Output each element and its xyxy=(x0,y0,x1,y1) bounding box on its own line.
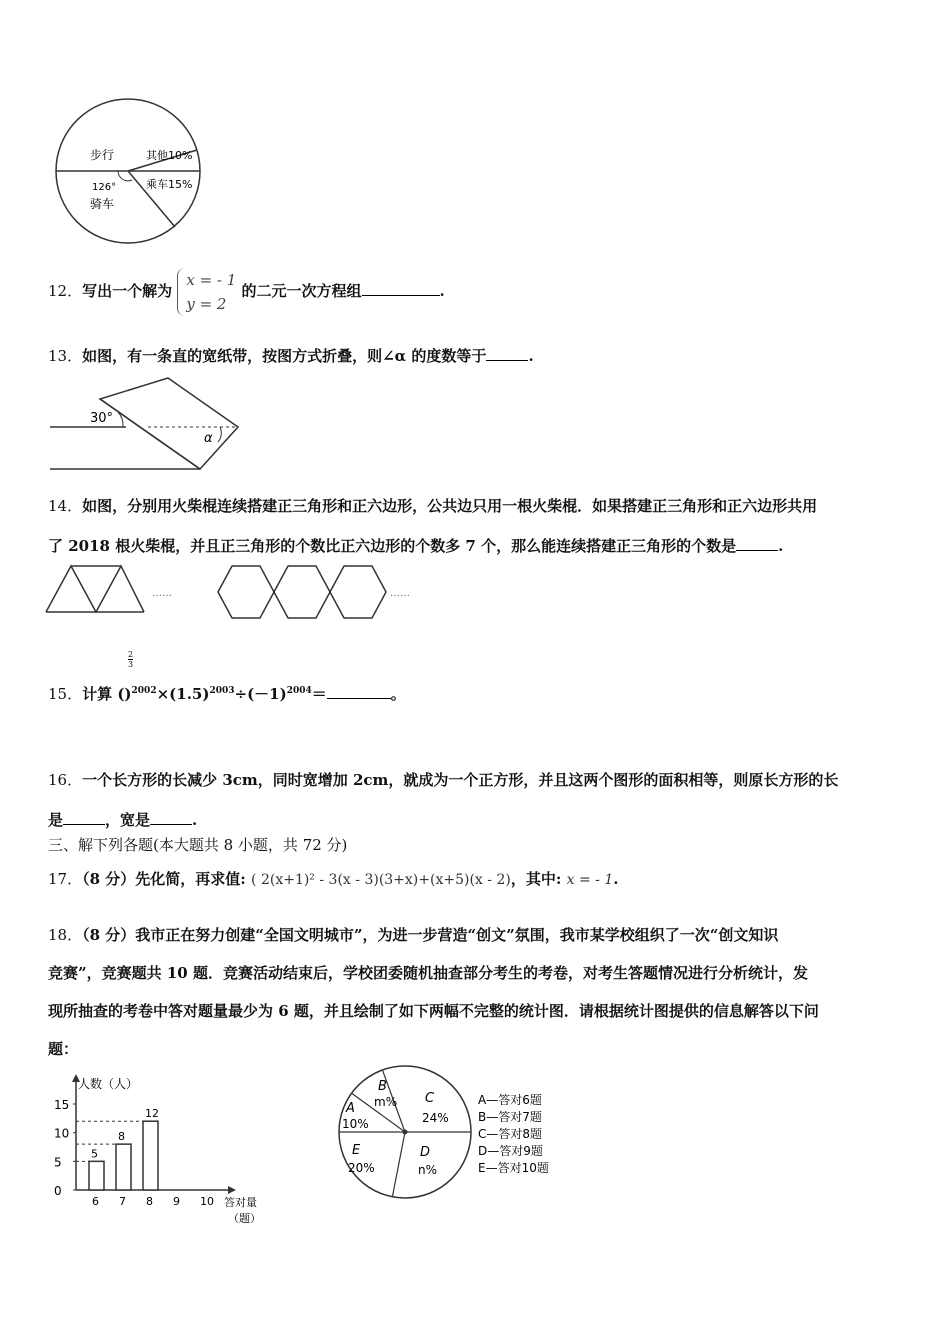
question-number: 17． xyxy=(48,870,83,888)
answer-blank[interactable] xyxy=(63,808,105,825)
bar-data-label: 8 xyxy=(118,1130,125,1144)
q12-text-post: 的二元一次方程组 xyxy=(241,282,362,300)
pie-label-bus: 乘车15% xyxy=(146,178,193,191)
bar xyxy=(116,1144,131,1190)
pie-label-walk: 步行 xyxy=(90,148,115,162)
pie-slice-key: D xyxy=(420,1145,431,1160)
pie-legend-item: A—答对6题 xyxy=(478,1093,542,1107)
pie-label-angle: 126° xyxy=(92,182,117,193)
x-axis-label-1: 答对量 xyxy=(224,1196,257,1209)
bar-data-label: 12 xyxy=(145,1107,159,1121)
x-tick-label: 6 xyxy=(92,1195,99,1208)
question-15: 15．计算 ( 2 3 )$^{2002}\times(1.5)^{2003}\div(-1)^{2004}=$ 。 xyxy=(48,650,406,703)
pie-slice-label: 10% xyxy=(342,1117,369,1131)
question-18: 18．（8 分）我市正在努力创建“全国文明城市”，为进一步营造“创文”氛围，我市某学校组织了一次“创文知识 竞赛”，竞赛题共 10 题．竞赛活动结束后，学校团委随机抽查部分考生的考卷，对考生答题情况进行分析统计，发 现所抽查的考卷中答对题量最少为 6 题，并且绘制了如下两幅不完整的统计图．请根据统计图提供的信息解答以下问 题： xyxy=(48,926,819,1058)
answer-blank[interactable] xyxy=(736,534,778,551)
question-number: 13． xyxy=(48,347,83,365)
question-13: 13．如图，有一条直的宽纸带，按图方式折叠，则∠α 的度数等于 . xyxy=(48,344,534,367)
pie-legend-item: C—答对8题 xyxy=(478,1127,543,1141)
y-axis-label: 人数（人） xyxy=(78,1077,139,1091)
pie-chart xyxy=(328,1064,578,1204)
alpha-label: α xyxy=(204,431,213,446)
pie-legend-item: E—答对10题 xyxy=(478,1161,549,1175)
pie-label-bike: 骑车 xyxy=(90,197,115,211)
y-tick-label: 15 xyxy=(54,1098,70,1112)
pie-slice-key: A xyxy=(346,1101,355,1116)
dots-1: …… xyxy=(152,588,172,599)
y-tick-label: 10 xyxy=(54,1126,70,1141)
angle-30-label: 30° xyxy=(90,411,114,426)
q12-eq2: y = 2 xyxy=(186,295,227,313)
pie-legend-item: B—答对7题 xyxy=(478,1110,542,1124)
bar xyxy=(89,1161,104,1190)
dots-2: …… xyxy=(390,588,410,599)
question-number: 14． xyxy=(48,497,83,515)
x-tick-label: 7 xyxy=(119,1195,126,1208)
pie-slice-key: E xyxy=(352,1143,361,1158)
pie-label-other: 其他10% xyxy=(146,149,193,162)
bar-chart xyxy=(48,1074,288,1234)
q12-equation-system xyxy=(177,268,236,316)
pie-slice-boundary xyxy=(392,1132,405,1197)
pie-slice-label: 24% xyxy=(422,1111,449,1125)
hexagons-figure xyxy=(214,558,414,628)
question-number: 12． xyxy=(48,282,83,300)
question-number: 16． xyxy=(48,771,83,789)
x-tick-label: 8 xyxy=(146,1195,153,1208)
answer-blank[interactable] xyxy=(150,808,192,825)
answer-blank[interactable] xyxy=(486,344,528,361)
x-tick-label: 9 xyxy=(173,1195,180,1208)
question-17: 17．（8 分）先化简，再求值: ( 2(x+1)² - 3(x - 3)(3+x)+(x+5)(x - 2)，其中: x = - 1. xyxy=(48,870,619,888)
transport-pie-figure xyxy=(48,96,208,246)
bar xyxy=(143,1121,158,1190)
pie-slice-label: n% xyxy=(418,1163,438,1177)
question-12: 12．写出一个解为 x = - 1 y = 2 的二元一次方程组 . xyxy=(48,268,445,316)
folded-strip-figure xyxy=(48,374,248,474)
section-heading: 三、解下列各题(本大题共 8 小题，共 72 分) xyxy=(48,836,348,854)
question-number: 15． xyxy=(48,685,83,703)
pie-slice-label: 20% xyxy=(348,1161,375,1175)
pie-slice-key: B xyxy=(378,1079,387,1094)
pie-center xyxy=(403,1130,408,1135)
question-number: 18． xyxy=(48,926,83,944)
pie-slice-label: m% xyxy=(374,1095,398,1109)
y-tick-label: 0 xyxy=(54,1184,62,1198)
q17-expression: ( 2(x+1)² - 3(x - 3)(3+x)+(x+5)(x - 2) xyxy=(251,872,511,888)
q15-fraction: 2 3 xyxy=(128,650,134,669)
bar-data-label: 5 xyxy=(91,1147,98,1161)
q13-text: 如图，有一条直的宽纸带，按图方式折叠，则∠α 的度数等于 xyxy=(82,347,487,365)
q17-condition: x = - 1 xyxy=(566,872,614,888)
question-16: 16．一个长方形的长减少 3cm，同时宽增加 2cm，就成为一个正方形，并且这两个图形的面积相等，则原长方形的长 是 ，宽是 . xyxy=(48,771,839,829)
x-tick-label: 10 xyxy=(200,1195,214,1208)
q12-eq1: x = - 1 xyxy=(186,271,237,289)
question-14: 14．如图，分别用火柴棍连续搭建正三角形和正六边形，公共边只用一根火柴棍．如果搭建正三角形和正六边形共用 了 2018 根火柴棍，并且正三角形的个数比正六边形的个数多 7 个，那么能连续搭建正三角形的个数是 . xyxy=(48,497,818,555)
answer-blank[interactable] xyxy=(362,279,440,296)
y-tick-label: 5 xyxy=(54,1155,62,1170)
pie-slice-key: C xyxy=(425,1091,435,1106)
x-axis-label-2: （题） xyxy=(228,1212,261,1225)
pie-legend-item: D—答对9题 xyxy=(478,1144,543,1158)
q12-text-pre: 写出一个解为 xyxy=(82,282,173,300)
answer-blank[interactable] xyxy=(327,682,391,699)
